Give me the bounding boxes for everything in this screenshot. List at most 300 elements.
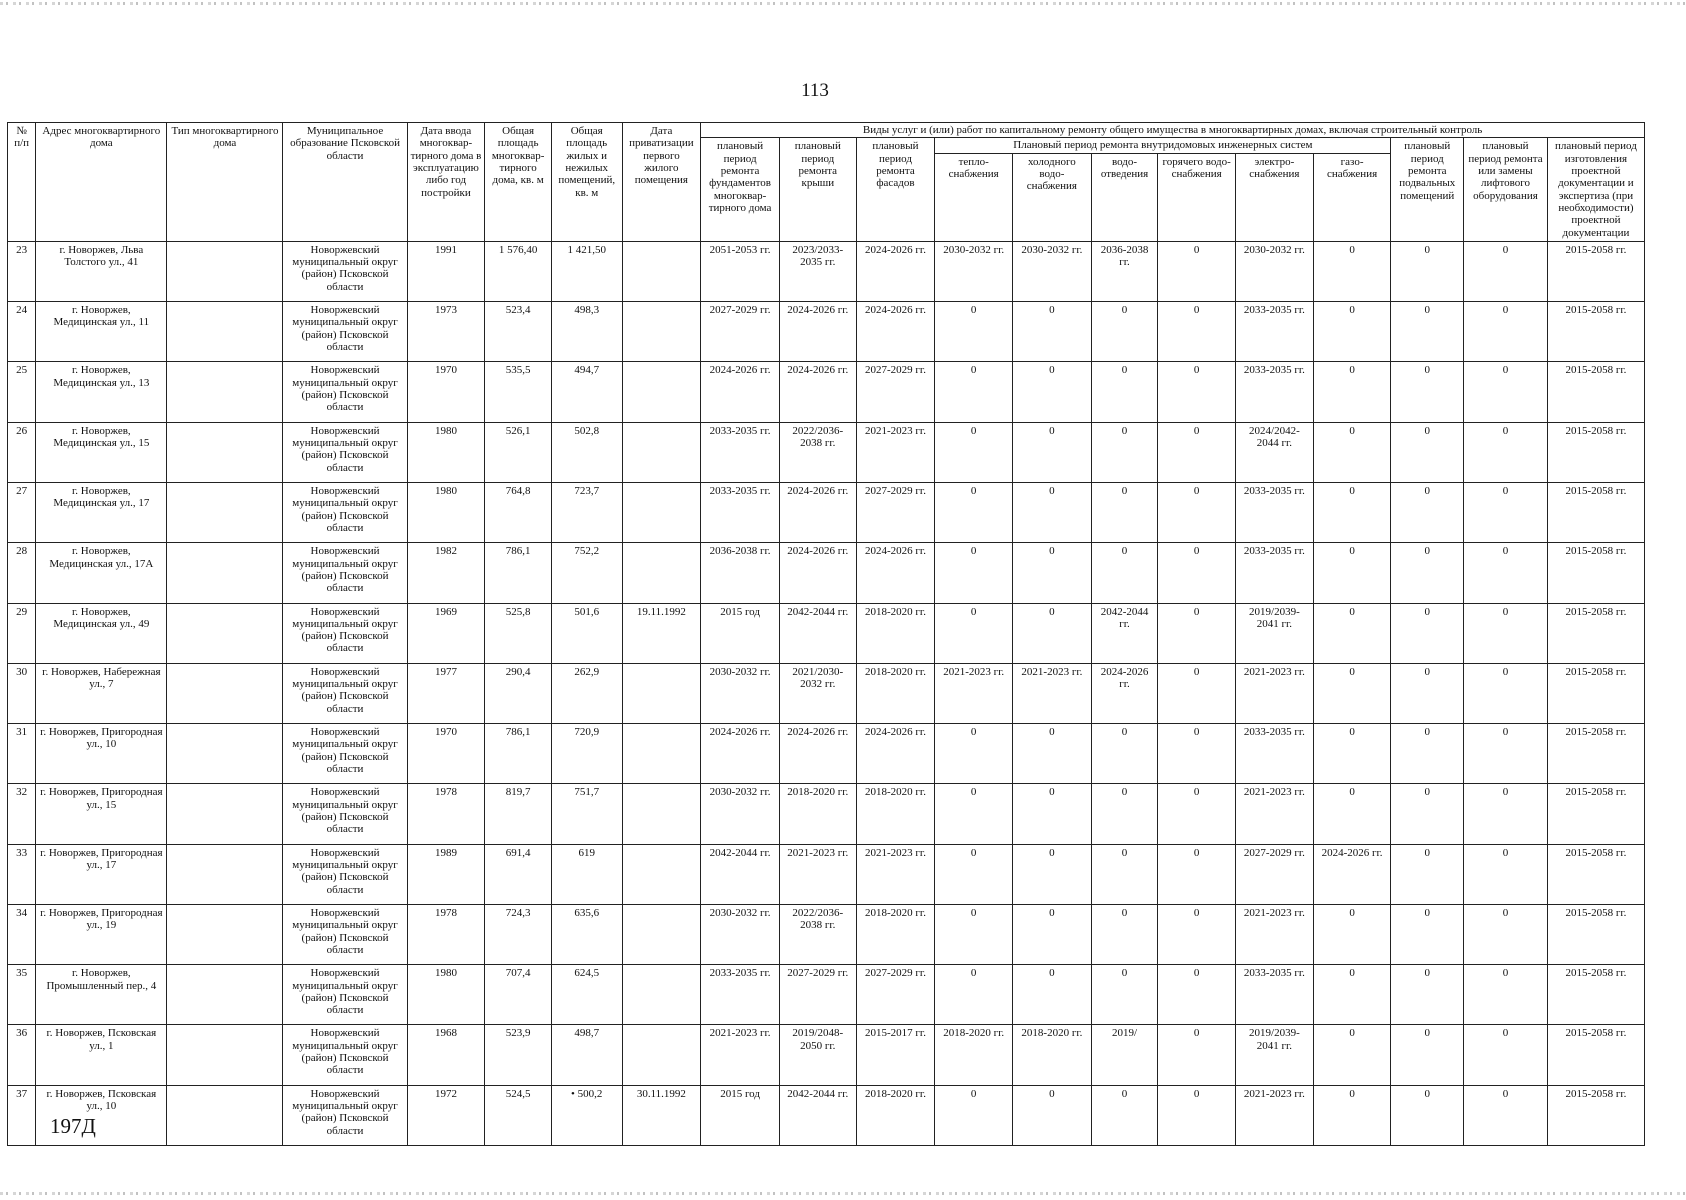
- cell-municipality: Новоржевский муниципальный округ (район) Псковской области: [283, 965, 407, 1025]
- cell-privatization-date: [622, 302, 701, 362]
- cell-heat: 0: [935, 362, 1013, 422]
- cell-n: 34: [8, 904, 36, 964]
- cell-total-area: 786,1: [485, 543, 552, 603]
- cell-privatization-date: [622, 784, 701, 844]
- col-header-elevator: плановый период ремонта или замены лифтового оборудования: [1464, 138, 1548, 242]
- cell-electric: 2021-2023 гг.: [1236, 904, 1314, 964]
- table-row: [8, 543, 1645, 603]
- cell-house-type: [167, 302, 283, 362]
- cell-total-area: 525,8: [485, 603, 552, 663]
- cell-facade: 2018-2020 гг.: [856, 784, 935, 844]
- cell-premises-area: 501,6: [551, 603, 622, 663]
- table-row: [8, 784, 1645, 844]
- cell-commission-date: 1978: [407, 904, 485, 964]
- cell-total-area: 724,3: [485, 904, 552, 964]
- cell-address: г. Новоржев, Медицинская ул., 15: [36, 422, 167, 482]
- cell-design-docs: 2015-2058 гг.: [1547, 1025, 1644, 1085]
- cell-premises-area: 502,8: [551, 422, 622, 482]
- cell-design-docs: 2015-2058 гг.: [1547, 482, 1644, 542]
- cell-heat: 0: [935, 482, 1013, 542]
- cell-hot-water: 0: [1158, 302, 1236, 362]
- cell-cold-water: 0: [1013, 362, 1092, 422]
- cell-roof: 2042-2044 гг.: [779, 603, 856, 663]
- cell-cold-water: 0: [1013, 482, 1092, 542]
- col-header-municipality: Муниципальное образование Псковской области: [283, 123, 407, 242]
- cell-facade: 2024-2026 гг.: [856, 241, 935, 301]
- cell-heat: 0: [935, 603, 1013, 663]
- cell-electric: 2030-2032 гг.: [1236, 241, 1314, 301]
- cell-privatization-date: [622, 724, 701, 784]
- cell-elevator: 0: [1464, 362, 1548, 422]
- cell-heat: 0: [935, 904, 1013, 964]
- cell-design-docs: 2015-2058 гг.: [1547, 784, 1644, 844]
- cell-hot-water: 0: [1158, 482, 1236, 542]
- cell-gas: 0: [1313, 302, 1391, 362]
- cell-hot-water: 0: [1158, 422, 1236, 482]
- cell-cold-water: 0: [1013, 422, 1092, 482]
- cell-hot-water: 0: [1158, 1085, 1236, 1146]
- cell-commission-date: 1977: [407, 663, 485, 723]
- cell-facade: 2018-2020 гг.: [856, 603, 935, 663]
- table-row: [8, 844, 1645, 904]
- cell-design-docs: 2015-2058 гг.: [1547, 422, 1644, 482]
- cell-foundation: 2024-2026 гг.: [701, 362, 780, 422]
- cell-electric: 2021-2023 гг.: [1236, 1085, 1314, 1146]
- cell-premises-area: 262,9: [551, 663, 622, 723]
- cell-hot-water: 0: [1158, 663, 1236, 723]
- table-body: [8, 241, 1645, 1145]
- cell-hot-water: 0: [1158, 603, 1236, 663]
- cell-electric: 2033-2035 гг.: [1236, 724, 1314, 784]
- cell-heat: 0: [935, 422, 1013, 482]
- cell-cold-water: 0: [1013, 603, 1092, 663]
- cell-foundation: 2015 год: [701, 1085, 780, 1146]
- cell-municipality: Новоржевский муниципальный округ (район) Псковской области: [283, 1085, 407, 1146]
- cell-n: 37: [8, 1085, 36, 1146]
- cell-municipality: Новоржевский муниципальный округ (район) Псковской области: [283, 302, 407, 362]
- cell-elevator: 0: [1464, 422, 1548, 482]
- cell-hot-water: 0: [1158, 543, 1236, 603]
- cell-address: г. Новоржев, Льва Толстого ул., 41: [36, 241, 167, 301]
- cell-privatization-date: [622, 663, 701, 723]
- cell-basement: 0: [1391, 603, 1464, 663]
- cell-house-type: [167, 603, 283, 663]
- cell-gas: 0: [1313, 904, 1391, 964]
- col-header-premises-area: Общая площадь жилых и нежилых помещений, кв. м: [551, 123, 622, 242]
- cell-drainage: 0: [1091, 904, 1158, 964]
- cell-n: 32: [8, 784, 36, 844]
- cell-drainage: 0: [1091, 482, 1158, 542]
- cell-municipality: Новоржевский муниципальный округ (район) Псковской области: [283, 1025, 407, 1085]
- cell-drainage: 0: [1091, 965, 1158, 1025]
- cell-commission-date: 1980: [407, 965, 485, 1025]
- cell-electric: 2021-2023 гг.: [1236, 663, 1314, 723]
- cell-drainage: 0: [1091, 1085, 1158, 1146]
- cell-commission-date: 1982: [407, 543, 485, 603]
- cell-electric: 2024/2042-2044 гг.: [1236, 422, 1314, 482]
- cell-heat: 0: [935, 724, 1013, 784]
- cell-commission-date: 1969: [407, 603, 485, 663]
- cell-commission-date: 1980: [407, 422, 485, 482]
- cell-facade: 2015-2017 гг.: [856, 1025, 935, 1085]
- cell-total-area: 764,8: [485, 482, 552, 542]
- cell-foundation: 2027-2029 гг.: [701, 302, 780, 362]
- cell-design-docs: 2015-2058 гг.: [1547, 724, 1644, 784]
- cell-gas: 0: [1313, 724, 1391, 784]
- cell-electric: 2027-2029 гг.: [1236, 844, 1314, 904]
- cell-house-type: [167, 784, 283, 844]
- cell-roof: 2022/2036-2038 гг.: [779, 422, 856, 482]
- cell-gas: 0: [1313, 663, 1391, 723]
- cell-electric: 2033-2035 гг.: [1236, 965, 1314, 1025]
- cell-premises-area: 619: [551, 844, 622, 904]
- cell-foundation: 2030-2032 гг.: [701, 784, 780, 844]
- col-group-services: Виды услуг и (или) работ по капитальному ремонту общего имущества в многоквартирных домах, включая строительный контроль: [701, 123, 1645, 138]
- cell-roof: 2021/2030-2032 гг.: [779, 663, 856, 723]
- cell-municipality: Новоржевский муниципальный округ (район) Псковской области: [283, 422, 407, 482]
- cell-foundation: 2015 год: [701, 603, 780, 663]
- cell-drainage: 0: [1091, 362, 1158, 422]
- cell-roof: 2024-2026 гг.: [779, 724, 856, 784]
- cell-total-area: 535,5: [485, 362, 552, 422]
- cell-gas: 0: [1313, 482, 1391, 542]
- cell-design-docs: 2015-2058 гг.: [1547, 904, 1644, 964]
- cell-foundation: 2030-2032 гг.: [701, 663, 780, 723]
- cell-heat: 0: [935, 1085, 1013, 1146]
- cell-commission-date: 1968: [407, 1025, 485, 1085]
- table-row: [8, 362, 1645, 422]
- cell-basement: 0: [1391, 904, 1464, 964]
- table-row: [8, 965, 1645, 1025]
- cell-foundation: 2024-2026 гг.: [701, 724, 780, 784]
- cell-heat: 0: [935, 844, 1013, 904]
- cell-roof: 2024-2026 гг.: [779, 543, 856, 603]
- table-row: [8, 663, 1645, 723]
- cell-drainage: 2019/: [1091, 1025, 1158, 1085]
- cell-hot-water: 0: [1158, 362, 1236, 422]
- cell-electric: 2033-2035 гг.: [1236, 362, 1314, 422]
- cell-elevator: 0: [1464, 302, 1548, 362]
- cell-gas: 0: [1313, 965, 1391, 1025]
- cell-heat: 0: [935, 965, 1013, 1025]
- cell-facade: 2024-2026 гг.: [856, 724, 935, 784]
- table-row: [8, 422, 1645, 482]
- cell-address: г. Новоржев, Псковская ул., 10: [36, 1085, 167, 1146]
- cell-gas: 0: [1313, 603, 1391, 663]
- header-row-1: [8, 123, 1645, 138]
- cell-house-type: [167, 844, 283, 904]
- table-row: [8, 302, 1645, 362]
- cell-foundation: 2033-2035 гг.: [701, 965, 780, 1025]
- cell-n: 26: [8, 422, 36, 482]
- col-header-design-docs: плановый период изготовления проектной документации и экспертиза (при необходимости) проектной документации: [1547, 138, 1644, 242]
- cell-total-area: 526,1: [485, 422, 552, 482]
- cell-basement: 0: [1391, 482, 1464, 542]
- page-number: 113: [801, 80, 829, 101]
- cell-facade: 2027-2029 гг.: [856, 965, 935, 1025]
- cell-drainage: 0: [1091, 724, 1158, 784]
- cell-basement: 0: [1391, 724, 1464, 784]
- cell-commission-date: 1972: [407, 1085, 485, 1146]
- cell-municipality: Новоржевский муниципальный округ (район) Псковской области: [283, 663, 407, 723]
- cell-heat: 2030-2032 гг.: [935, 241, 1013, 301]
- cell-house-type: [167, 663, 283, 723]
- cell-hot-water: 0: [1158, 844, 1236, 904]
- cell-premises-area: 723,7: [551, 482, 622, 542]
- cell-municipality: Новоржевский муниципальный округ (район) Псковской области: [283, 904, 407, 964]
- cell-facade: 2021-2023 гг.: [856, 422, 935, 482]
- table-row: [8, 603, 1645, 663]
- cell-premises-area: 720,9: [551, 724, 622, 784]
- cell-roof: 2023/2033-2035 гг.: [779, 241, 856, 301]
- cell-facade: 2027-2029 гг.: [856, 362, 935, 422]
- cell-drainage: 2024-2026 гг.: [1091, 663, 1158, 723]
- cell-design-docs: 2015-2058 гг.: [1547, 1085, 1644, 1146]
- cell-facade: 2027-2029 гг.: [856, 482, 935, 542]
- cell-address: г. Новоржев, Набережная ул., 7: [36, 663, 167, 723]
- cell-address: г. Новоржев, Пригородная ул., 15: [36, 784, 167, 844]
- cell-elevator: 0: [1464, 904, 1548, 964]
- cell-gas: 0: [1313, 1085, 1391, 1146]
- table-row: [8, 1025, 1645, 1085]
- cell-drainage: 2036-2038 гг.: [1091, 241, 1158, 301]
- col-header-hot-water: горячего водо-снабжения: [1158, 153, 1236, 241]
- cell-foundation: 2036-2038 гг.: [701, 543, 780, 603]
- cell-gas: 0: [1313, 422, 1391, 482]
- cell-basement: 0: [1391, 302, 1464, 362]
- cell-n: 30: [8, 663, 36, 723]
- col-header-drainage: водо-отведения: [1091, 153, 1158, 241]
- cell-n: 27: [8, 482, 36, 542]
- cell-roof: 2042-2044 гг.: [779, 1085, 856, 1146]
- table-row: [8, 241, 1645, 301]
- document-code: 197Д: [50, 1114, 96, 1138]
- cell-elevator: 0: [1464, 241, 1548, 301]
- cell-cold-water: 0: [1013, 784, 1092, 844]
- cell-elevator: 0: [1464, 603, 1548, 663]
- cell-gas: 0: [1313, 241, 1391, 301]
- cell-municipality: Новоржевский муниципальный округ (район) Псковской области: [283, 844, 407, 904]
- cell-n: 25: [8, 362, 36, 422]
- cell-house-type: [167, 241, 283, 301]
- cell-foundation: 2042-2044 гг.: [701, 844, 780, 904]
- cell-municipality: Новоржевский муниципальный округ (район) Псковской области: [283, 241, 407, 301]
- cell-roof: 2027-2029 гг.: [779, 965, 856, 1025]
- col-header-cold-water: холодного водо-снабжения: [1013, 153, 1092, 241]
- cell-elevator: 0: [1464, 784, 1548, 844]
- cell-premises-area: 751,7: [551, 784, 622, 844]
- cell-municipality: Новоржевский муниципальный округ (район) Псковской области: [283, 603, 407, 663]
- cell-premises-area: 635,6: [551, 904, 622, 964]
- cell-address: г. Новоржев, Медицинская ул., 49: [36, 603, 167, 663]
- cell-heat: 0: [935, 784, 1013, 844]
- cell-elevator: 0: [1464, 482, 1548, 542]
- cell-n: 28: [8, 543, 36, 603]
- cell-gas: 2024-2026 гг.: [1313, 844, 1391, 904]
- cell-total-area: 1 576,40: [485, 241, 552, 301]
- cell-electric: 2019/2039-2041 гг.: [1236, 1025, 1314, 1085]
- cell-address: г. Новоржев, Медицинская ул., 17: [36, 482, 167, 542]
- cell-privatization-date: [622, 965, 701, 1025]
- cell-basement: 0: [1391, 663, 1464, 723]
- cell-facade: 2018-2020 гг.: [856, 663, 935, 723]
- cell-total-area: 523,9: [485, 1025, 552, 1085]
- cell-drainage: 0: [1091, 844, 1158, 904]
- cell-house-type: [167, 362, 283, 422]
- col-header-facade: плановый период ремонта фасадов: [856, 138, 935, 242]
- capital-repair-table: [7, 122, 1645, 1146]
- cell-address: г. Новоржев, Медицинская ул., 17А: [36, 543, 167, 603]
- cell-house-type: [167, 543, 283, 603]
- cell-cold-water: 0: [1013, 543, 1092, 603]
- col-header-gas: газо-снабжения: [1313, 153, 1391, 241]
- cell-cold-water: 0: [1013, 1085, 1092, 1146]
- cell-commission-date: 1970: [407, 362, 485, 422]
- cell-foundation: 2030-2032 гг.: [701, 904, 780, 964]
- cell-municipality: Новоржевский муниципальный округ (район) Псковской области: [283, 724, 407, 784]
- cell-total-area: 786,1: [485, 724, 552, 784]
- cell-commission-date: 1978: [407, 784, 485, 844]
- cell-commission-date: 1989: [407, 844, 485, 904]
- cell-privatization-date: [622, 362, 701, 422]
- cell-privatization-date: [622, 422, 701, 482]
- cell-address: г. Новоржев, Промышленный пер., 4: [36, 965, 167, 1025]
- cell-foundation: 2033-2035 гг.: [701, 422, 780, 482]
- cell-design-docs: 2015-2058 гг.: [1547, 362, 1644, 422]
- cell-drainage: 0: [1091, 302, 1158, 362]
- cell-electric: 2019/2039-2041 гг.: [1236, 603, 1314, 663]
- cell-cold-water: 2018-2020 гг.: [1013, 1025, 1092, 1085]
- cell-cold-water: 0: [1013, 965, 1092, 1025]
- cell-elevator: 0: [1464, 844, 1548, 904]
- col-header-privatization-date: Дата приватизации первого жилого помещения: [622, 123, 701, 242]
- cell-basement: 0: [1391, 543, 1464, 603]
- cell-house-type: [167, 904, 283, 964]
- cell-elevator: 0: [1464, 1025, 1548, 1085]
- cell-cold-water: 0: [1013, 302, 1092, 362]
- cell-address: г. Новоржев, Медицинская ул., 13: [36, 362, 167, 422]
- cell-elevator: 0: [1464, 663, 1548, 723]
- cell-commission-date: 1970: [407, 724, 485, 784]
- cell-privatization-date: [622, 482, 701, 542]
- cell-hot-water: 0: [1158, 1025, 1236, 1085]
- cell-privatization-date: [622, 844, 701, 904]
- cell-basement: 0: [1391, 1085, 1464, 1146]
- col-header-roof: плановый период ремонта крыши: [779, 138, 856, 242]
- cell-gas: 0: [1313, 784, 1391, 844]
- cell-hot-water: 0: [1158, 241, 1236, 301]
- cell-cold-water: 2021-2023 гг.: [1013, 663, 1092, 723]
- cell-electric: 2021-2023 гг.: [1236, 784, 1314, 844]
- cell-privatization-date: [622, 543, 701, 603]
- cell-electric: 2033-2035 гг.: [1236, 543, 1314, 603]
- cell-total-area: 707,4: [485, 965, 552, 1025]
- cell-premises-area: 498,7: [551, 1025, 622, 1085]
- cell-total-area: 290,4: [485, 663, 552, 723]
- cell-elevator: 0: [1464, 1085, 1548, 1146]
- cell-basement: 0: [1391, 844, 1464, 904]
- cell-n: 35: [8, 965, 36, 1025]
- cell-commission-date: 1991: [407, 241, 485, 301]
- cell-roof: 2021-2023 гг.: [779, 844, 856, 904]
- cell-design-docs: 2015-2058 гг.: [1547, 241, 1644, 301]
- cell-premises-area: 498,3: [551, 302, 622, 362]
- cell-facade: 2018-2020 гг.: [856, 904, 935, 964]
- cell-municipality: Новоржевский муниципальный округ (район) Псковской области: [283, 482, 407, 542]
- cell-address: г. Новоржев, Пригородная ул., 17: [36, 844, 167, 904]
- cell-electric: 2033-2035 гг.: [1236, 302, 1314, 362]
- cell-drainage: 0: [1091, 784, 1158, 844]
- cell-commission-date: 1973: [407, 302, 485, 362]
- cell-facade: 2021-2023 гг.: [856, 844, 935, 904]
- cell-premises-area: • 500,2: [551, 1085, 622, 1146]
- cell-municipality: Новоржевский муниципальный округ (район) Псковской области: [283, 784, 407, 844]
- cell-total-area: 819,7: [485, 784, 552, 844]
- cell-n: 36: [8, 1025, 36, 1085]
- cell-basement: 0: [1391, 1025, 1464, 1085]
- cell-house-type: [167, 965, 283, 1025]
- cell-elevator: 0: [1464, 543, 1548, 603]
- col-header-address: Адрес многоквартирного дома: [36, 123, 167, 242]
- cell-n: 24: [8, 302, 36, 362]
- cell-hot-water: 0: [1158, 904, 1236, 964]
- cell-privatization-date: [622, 241, 701, 301]
- col-header-basement: плановый период ремонта подвальных помещений: [1391, 138, 1464, 242]
- cell-cold-water: 0: [1013, 844, 1092, 904]
- table-row: [8, 724, 1645, 784]
- cell-gas: 0: [1313, 543, 1391, 603]
- cell-hot-water: 0: [1158, 965, 1236, 1025]
- cell-cold-water: 2030-2032 гг.: [1013, 241, 1092, 301]
- cell-heat: 0: [935, 543, 1013, 603]
- col-header-commission-date: Дата ввода многоквар-тирного дома в эксплуатацию либо год постройки: [407, 123, 485, 242]
- cell-privatization-date: [622, 904, 701, 964]
- cell-house-type: [167, 422, 283, 482]
- cell-basement: 0: [1391, 241, 1464, 301]
- cell-drainage: 0: [1091, 422, 1158, 482]
- cell-foundation: 2033-2035 гг.: [701, 482, 780, 542]
- cell-premises-area: 752,2: [551, 543, 622, 603]
- cell-house-type: [167, 724, 283, 784]
- cell-hot-water: 0: [1158, 784, 1236, 844]
- col-header-foundation: плановый период ремонта фундаментов многоквар-тирного дома: [701, 138, 780, 242]
- cell-gas: 0: [1313, 362, 1391, 422]
- scan-edge-bottom: [0, 1192, 1686, 1195]
- cell-heat: 2018-2020 гг.: [935, 1025, 1013, 1085]
- cell-total-area: 691,4: [485, 844, 552, 904]
- cell-heat: 0: [935, 302, 1013, 362]
- table-row: [8, 482, 1645, 542]
- table-row: [8, 1085, 1645, 1146]
- col-header-electric: электро-снабжения: [1236, 153, 1314, 241]
- cell-basement: 0: [1391, 422, 1464, 482]
- cell-address: г. Новоржев, Пригородная ул., 19: [36, 904, 167, 964]
- cell-facade: 2024-2026 гг.: [856, 543, 935, 603]
- col-header-n: № п/п: [8, 123, 36, 242]
- cell-design-docs: 2015-2058 гг.: [1547, 302, 1644, 362]
- cell-design-docs: 2015-2058 гг.: [1547, 543, 1644, 603]
- cell-design-docs: 2015-2058 гг.: [1547, 965, 1644, 1025]
- cell-hot-water: 0: [1158, 724, 1236, 784]
- cell-roof: 2019/2048-2050 гг.: [779, 1025, 856, 1085]
- col-header-heat: тепло-снабжения: [935, 153, 1013, 241]
- cell-premises-area: 624,5: [551, 965, 622, 1025]
- cell-n: 29: [8, 603, 36, 663]
- cell-heat: 2021-2023 гг.: [935, 663, 1013, 723]
- cell-elevator: 0: [1464, 724, 1548, 784]
- cell-n: 23: [8, 241, 36, 301]
- cell-total-area: 523,4: [485, 302, 552, 362]
